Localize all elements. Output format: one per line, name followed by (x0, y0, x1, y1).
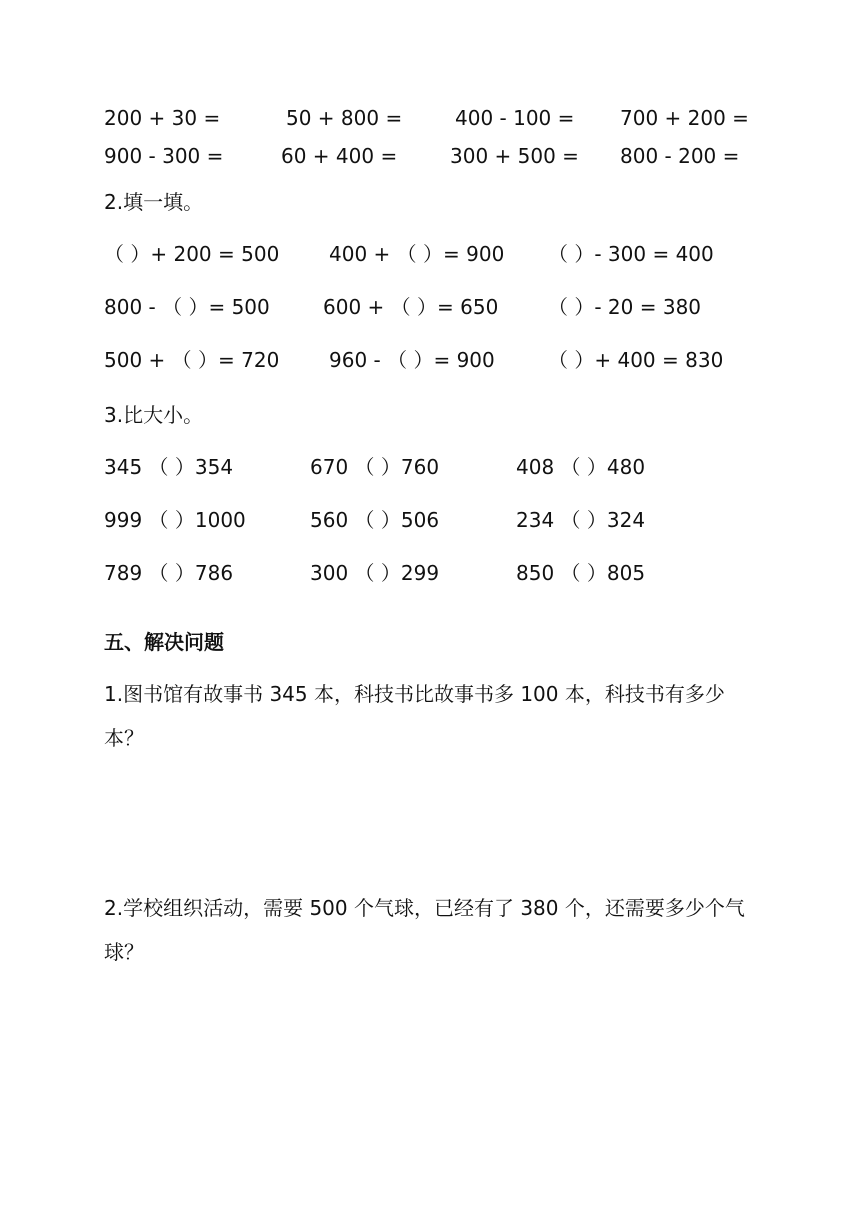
fill-in-item: （ ）+ 200 = 500 (104, 242, 280, 266)
calc-item: 400 - 100 = (455, 106, 575, 130)
fill-in-item: （ ）- 20 = 380 (548, 295, 702, 319)
fill-in-item: 400 + （ ）= 900 (329, 242, 505, 266)
calc-item: 300 + 500 = (450, 144, 579, 168)
compare-item: 789 （ ）786 (104, 561, 234, 585)
compare-item: 234 （ ）324 (516, 508, 646, 532)
section-title: 五、解决问题 (104, 630, 224, 654)
calc-item: 800 - 200 = (620, 144, 740, 168)
compare-item: 300 （ ）299 (310, 561, 440, 585)
calc-item: 700 + 200 = (620, 106, 749, 130)
compare-item: 850 （ ）805 (516, 561, 646, 585)
fill-in-item: 600 + （ ）= 650 (323, 295, 499, 319)
calc-item: 60 + 400 = (281, 144, 398, 168)
calc-item: 200 + 30 = (104, 106, 221, 130)
fill-in-item: 500 + （ ）= 720 (104, 348, 280, 372)
fill-in-item: 960 - （ ）= 900 (329, 348, 495, 372)
word-problem-2: 2.学校组织活动，需要 500 个气球，已经有了 380 个，还需要多少个气球？ (104, 896, 745, 964)
fill-in-heading: 2.填一填。 (104, 190, 204, 214)
compare-item: 408 （ ）480 (516, 455, 646, 479)
calc-item: 900 - 300 = (104, 144, 224, 168)
calc-item: 50 + 800 = (286, 106, 403, 130)
compare-item: 560 （ ）506 (310, 508, 440, 532)
fill-in-item: （ ）+ 400 = 830 (548, 348, 724, 372)
fill-in-item: （ ）- 300 = 400 (548, 242, 714, 266)
compare-item: 345 （ ）354 (104, 455, 234, 479)
word-problem-1: 1.图书馆有故事书 345 本，科技书比故事书多 100 本，科技书有多少本？ (104, 682, 725, 750)
fill-in-item: 800 - （ ）= 500 (104, 295, 270, 319)
compare-heading: 3.比大小。 (104, 403, 204, 427)
compare-item: 999 （ ）1000 (104, 508, 246, 532)
compare-item: 670 （ ）760 (310, 455, 440, 479)
